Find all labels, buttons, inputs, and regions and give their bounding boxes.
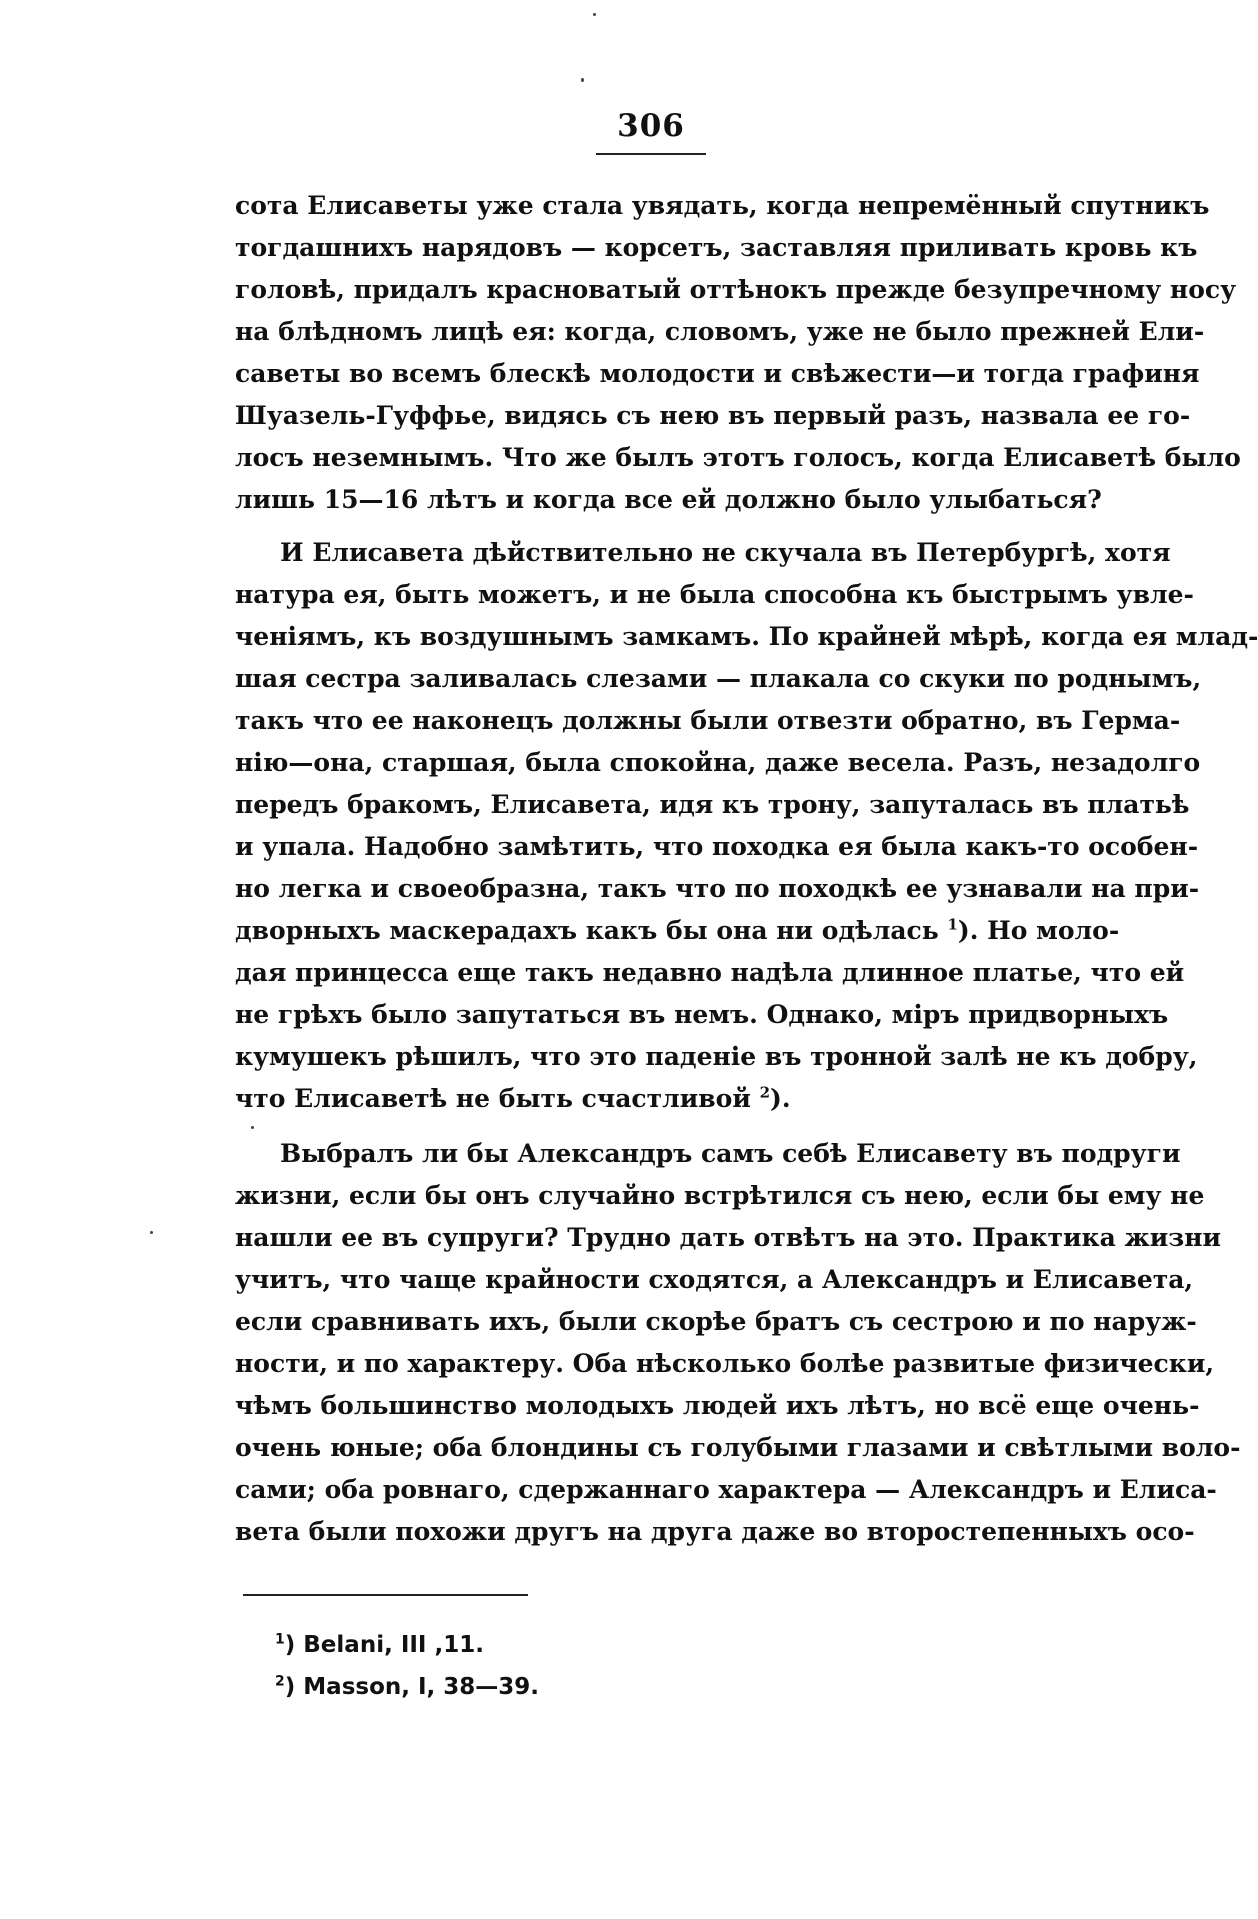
- page-number: 306: [617, 108, 685, 144]
- scan-speck: [581, 78, 584, 82]
- text-line: ченіямъ, къ воздушнымъ замкамъ. По крайней мѣрѣ, когда ея млад-: [235, 622, 1258, 651]
- text-line: на блѣдномъ лицѣ ея: когда, словомъ, уже не было прежней Ели-: [235, 317, 1205, 346]
- footnote: $^1$) Belani, III ,11.: [275, 1631, 484, 1658]
- text-line: учитъ, что чаще крайности сходятся, а Александръ и Елисавета,: [235, 1265, 1194, 1294]
- text-line: нію—она, старшая, была спокойна, даже весела. Разъ, незадолго: [235, 748, 1201, 777]
- text-line: очень юные; оба блондины съ голубыми глазами и свѣтлыми воло-: [235, 1433, 1241, 1462]
- text-line: такъ что ее наконецъ должны были отвезти обратно, въ Герма-: [235, 706, 1181, 735]
- text-line: ности, и по характеру. Оба нѣсколько болѣе развитые физически,: [235, 1349, 1215, 1378]
- text-line: тогдашнихъ нарядовъ — корсетъ, заставляя приливать кровь къ: [235, 233, 1198, 262]
- text-line: Шуазель-Гуффье, видясь съ нею въ первый разъ, назвала ее го-: [235, 401, 1191, 430]
- text-line: саветы во всемъ блескѣ молодости и свѣжести—и тогда графиня: [235, 359, 1200, 388]
- scan-speck: [593, 13, 596, 16]
- scan-speck: [150, 1231, 153, 1234]
- footnote-number: 2: [275, 1673, 285, 1690]
- text-line: но легка и своеобразна, такъ что по походкѣ ее узнавали на при-: [235, 874, 1200, 903]
- text-line-with-note: [235, 1078, 1101, 1120]
- text-line: вета были похожи другъ на друга даже во второстепенныхъ осо-: [235, 1517, 1195, 1546]
- text-line-with-note: [235, 910, 1120, 952]
- header-rule: [596, 153, 706, 155]
- paragraph-start-line: Выбралъ ли бы Александръ самъ себѣ Елисавету въ подруги: [280, 1139, 1181, 1168]
- text-line: сами; оба ровнаго, сдержаннаго характера — Александръ и Елиса-: [235, 1475, 1217, 1504]
- text-line: передъ бракомъ, Елисавета, идя къ трону, запуталась въ платьѣ: [235, 790, 1190, 819]
- text-line: сота Елисаветы уже стала увядать, когда непремённый спутникъ: [235, 191, 1210, 220]
- text-segment: что Елисаветѣ не быть счастливой: [235, 1084, 751, 1113]
- text-line: не грѣхъ было запутаться въ немъ. Однако, міръ придворныхъ: [235, 1000, 1169, 1029]
- text-line: чѣмъ большинство молодыхъ людей ихъ лѣтъ, но всё еще очень-: [235, 1391, 1200, 1420]
- footnotes: [275, 1624, 875, 1708]
- text-line: шая сестра заливалась слезами — плакала со скуки по роднымъ,: [235, 664, 1202, 693]
- footnote-text: Belani, III ,11.: [303, 1632, 484, 1658]
- footnote: $^2$) Masson, I, 38—39.: [275, 1673, 540, 1700]
- footnote-number: 1: [275, 1631, 285, 1648]
- body-text: [235, 185, 1258, 1553]
- footnote-marker: 2: [759, 1083, 771, 1102]
- text-line: если сравнивать ихъ, были скорѣе братъ съ сестрою и по наруж-: [235, 1307, 1197, 1336]
- text-line: натура ея, быть можетъ, и не была способна къ быстрымъ увле-: [235, 580, 1194, 609]
- text-line: и упала. Надобно замѣтить, что походка ея была какъ-то особен-: [235, 832, 1199, 861]
- scan-speck: [251, 1126, 254, 1129]
- text-segment: ).: [770, 1084, 791, 1113]
- text-line: дая принцесса еще такъ недавно надѣла длинное платье, что ей: [235, 958, 1185, 987]
- text-line: жизни, если бы онъ случайно встрѣтился съ нею, если бы ему не: [235, 1181, 1205, 1210]
- text-line: лишь 15—16 лѣтъ и когда все ей должно было улыбаться?: [235, 485, 1102, 514]
- footnote-marker: 1: [947, 915, 958, 934]
- footnote-text: Masson, I, 38—39.: [303, 1674, 540, 1700]
- text-line: головѣ, придалъ красноватый оттѣнокъ прежде безупречному носу: [235, 275, 1237, 304]
- text-line: кумушекъ рѣшилъ, что это паденіе въ тронной залѣ не къ добру,: [235, 1042, 1198, 1071]
- footnote-rule: [243, 1594, 528, 1596]
- text-segment: ). Но моло-: [957, 916, 1120, 945]
- text-line: нашли ее въ супруги? Трудно дать отвѣтъ на это. Практика жизни: [235, 1223, 1222, 1252]
- text-segment: дворныхъ маскерадахъ какъ бы она ни одѣлась: [235, 916, 939, 945]
- text-line: лосъ неземнымъ. Что же былъ этотъ голосъ, когда Елисаветѣ было: [235, 443, 1241, 472]
- paragraph-start-line: И Елисавета дѣйствительно не скучала въ Петербургѣ, хотя: [280, 538, 1171, 567]
